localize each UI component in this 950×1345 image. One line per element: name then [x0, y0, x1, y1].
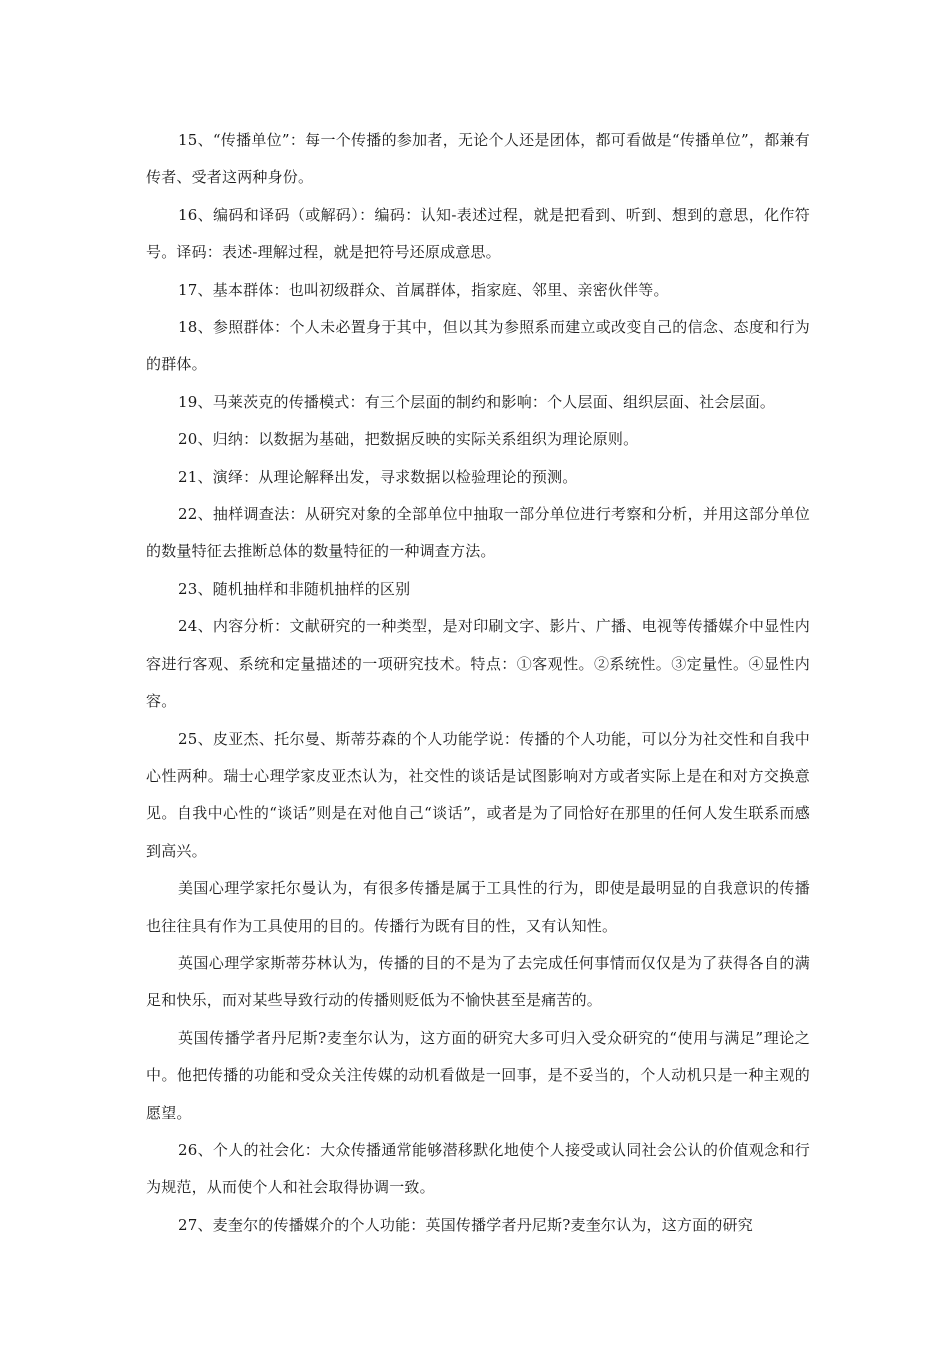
paragraph-27-mcquail-media-function: 27、麦奎尔的传播媒介的个人功能：英国传播学者丹尼斯?麦奎尔认为，这方面的研究	[178, 1215, 753, 1234]
paragraph-24-content-analysis: 24、内容分析：文献研究的一种类型，是对印刷文字、影片、广播、电视等传播媒介中显性内容进行客观、系统和定量描述的一项研究技术。特点：①客观性。②系统性。③定量性。④显性内容。	[146, 617, 810, 711]
paragraph-25-personal-function: 25、皮亚杰、托尔曼、斯蒂芬森的个人功能学说：传播的个人功能，可以分为社交性和自我中心性两种。瑞士心理学家皮亚杰认为，社交性的谈话是试图影响对方或者实际上是在和对方交换意见。自我中心性的“谈话”则是在对他自己“谈话”，或者是为了同恰好在那里的任何人发生联系而感到高兴。	[146, 729, 810, 860]
paragraph-25-mcquail: 英国传播学者丹尼斯?麦奎尔认为，这方面的研究大多可归入受众研究的“使用与满足”理论之中。他把传播的功能和受众关注传媒的动机看做是一回事，是不妥当的，个人动机只是一种主观的愿望。	[146, 1028, 810, 1122]
paragraph-17-primary-group: 17、基本群体：也叫初级群众、首属群体，指家庭、邻里、亲密伙伴等。	[178, 280, 669, 299]
paragraph-19-maletzke-model: 19、马莱茨克的传播模式：有三个层面的制约和影响：个人层面、组织层面、社会层面。	[178, 392, 776, 411]
document-body	[146, 122, 810, 1244]
paragraph-21-deduction: 21、演绎：从理论解释出发，寻求数据以检验理论的预测。	[178, 467, 578, 486]
paragraph-26-socialization: 26、个人的社会化：大众传播通常能够潜移默化地使个人接受或认同社会公认的价值观念和行为规范，从而使个人和社会取得协调一致。	[146, 1140, 810, 1197]
paragraph-25-tolman: 美国心理学家托尔曼认为，有很多传播是属于工具性的行为，即使是最明显的自我意识的传播也往往具有作为工具使用的目的。传播行为既有目的性，又有认知性。	[146, 879, 810, 935]
paragraph-20-induction: 20、归纳：以数据为基础，把数据反映的实际关系组织为理论原则。	[178, 430, 639, 449]
paragraph-25-stephenson: 英国心理学家斯蒂芬林认为，传播的目的不是为了去完成任何事情而仅仅是为了获得各自的满足和快乐，而对某些导致行动的传播则贬低为不愉快甚至是痛苦的。	[146, 953, 810, 1010]
paragraph-22-sampling-survey: 22、抽样调查法：从研究对象的全部单位中抽取一部分单位进行考察和分析，并用这部分单位的数量特征去推断总体的数量特征的一种调查方法。	[146, 505, 810, 561]
paragraph-16-encoding-decoding: 16、编码和译码（或解码）：编码：认知-表述过程，就是把看到、听到、想到的意思，化作符号。译码：表述-理解过程，就是把符号还原成意思。	[146, 205, 810, 262]
paragraph-15-transmission-unit: 15、“传播单位”：每一个传播的参加者，无论个人还是团体，都可看做是“传播单位”，都兼有传者、受者这两种身份。	[146, 131, 810, 187]
paragraph-18-reference-group: 18、参照群体：个人未必置身于其中，但以其为参照系而建立或改变自己的信念、态度和行为的群体。	[146, 318, 810, 374]
paragraph-23-random-sampling: 23、随机抽样和非随机抽样的区别	[178, 579, 411, 598]
